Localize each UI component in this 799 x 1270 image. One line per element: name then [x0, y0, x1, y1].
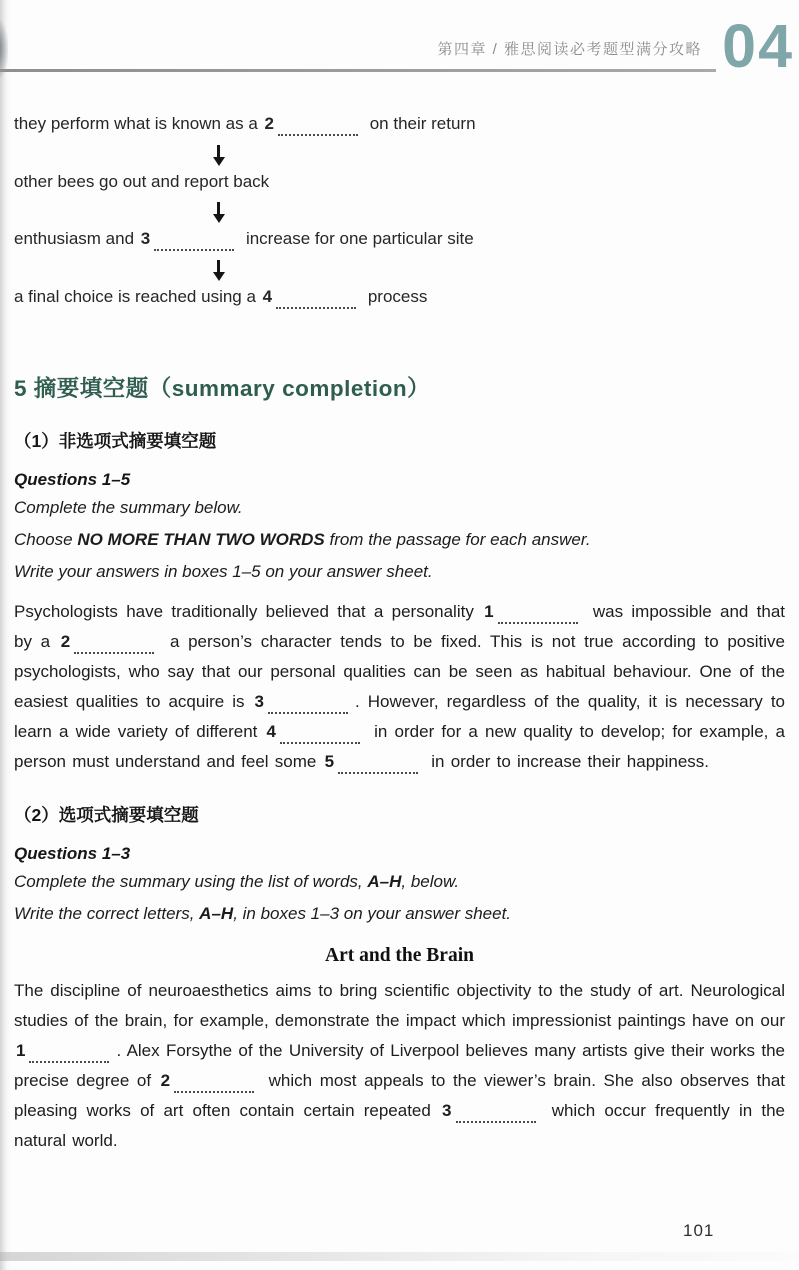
flow-step: a final choice is reached using a 4 process — [14, 285, 785, 309]
question-number: 1 — [16, 1041, 26, 1060]
header-rule — [0, 69, 716, 72]
answer-blank — [268, 700, 348, 714]
instruction-line: Choose NO MORE THAN TWO WORDS from the passage for each answer. — [14, 530, 591, 549]
question-number: 1 — [484, 602, 494, 621]
summary-paragraph-2: The discipline of neuroaesthetics aims to bring scientific objectivity to the study of art. Neurological studies of the brain, for example, demonstrate the impact which impressionist paintings have on our 1 . Alex Forsythe of the University of Liverpool believes many artists give their works the precise degree of 2 which most appeals to the viewer’s brain. She also observes that pleasing works of art often contain certain repeated 3 which occur frequently in the natural world. — [14, 981, 786, 1150]
down-arrow-icon — [217, 202, 220, 216]
instruction-line: Complete the summary using the list of words, A–H, below. — [14, 872, 460, 891]
passage-title: Art and the Brain — [325, 945, 474, 966]
question-number: 2 — [60, 632, 71, 651]
section-title: 5 摘要填空题（summary completion） — [14, 376, 431, 401]
page-spine-shadow — [0, 0, 11, 1270]
bold-text: A–H — [367, 872, 402, 891]
page-content — [14, 112, 785, 1156]
instruction-line: Write your answers in boxes 1–5 on your answer sheet. — [14, 562, 433, 581]
bold-text: NO MORE THAN TWO WORDS — [77, 530, 325, 549]
chapter-number: 04 — [722, 12, 794, 80]
question-number: 5 — [324, 752, 335, 771]
question-number: 4 — [262, 287, 273, 306]
summary-paragraph-1: Psychologists have traditionally believed that a personality 1 was impossible and that by a 2 a person’s character tends to be fixed. This is not true according to positive psychologists, who say that our personal qualities can be seen as habitual behaviour. One of the easiest qualities to acquire is 3 . However, regardless of the quality, it is necessary to learn a wide variety of different 4 in order for a new quality to develop; for example, a person must understand and feel some 5 in order to increase their happiness. — [14, 597, 785, 777]
flow-step: other bees go out and report back — [14, 172, 270, 191]
chapter-title: 第四章 / 雅思阅读必考题型满分攻略 — [437, 41, 702, 58]
question-number: 2 — [264, 114, 274, 133]
questions-label-1: Questions 1–5 — [14, 470, 131, 489]
question-number: 3 — [254, 692, 265, 711]
answer-blank — [276, 295, 356, 309]
question-number: 4 — [266, 722, 276, 741]
bottom-rule — [0, 1252, 799, 1261]
answer-blank — [174, 1079, 254, 1093]
answer-blank — [29, 1049, 109, 1063]
question-number: 2 — [160, 1071, 171, 1090]
bold-text: A–H — [199, 904, 234, 923]
page-number: 101 — [683, 1221, 715, 1240]
flow-step: they perform what is known as a 2 on their return — [14, 112, 785, 136]
question-number: 3 — [140, 229, 151, 248]
instruction-line: Complete the summary below. — [14, 498, 243, 517]
down-arrow-icon — [217, 145, 220, 159]
answer-blank — [498, 610, 578, 624]
questions-label-2: Questions 1–3 — [14, 844, 131, 863]
down-arrow-icon — [217, 260, 220, 274]
instructions-2 — [14, 866, 785, 930]
instructions-1 — [14, 492, 785, 588]
answer-blank — [154, 237, 234, 251]
instruction-line: Write the correct letters, A–H, in boxes 1–3 on your answer sheet. — [14, 904, 512, 923]
answer-blank — [280, 730, 360, 744]
answer-blank — [456, 1109, 536, 1123]
answer-blank — [338, 760, 418, 774]
subsection-2-heading: （2）选项式摘要填空题 — [14, 805, 199, 825]
flowchart — [14, 112, 785, 309]
answer-blank — [278, 122, 358, 136]
subsection-1-heading: （1）非选项式摘要填空题 — [14, 431, 217, 451]
flow-step: enthusiasm and 3 increase for one particular site — [14, 227, 785, 251]
question-number: 3 — [442, 1101, 452, 1120]
answer-blank — [74, 640, 154, 654]
